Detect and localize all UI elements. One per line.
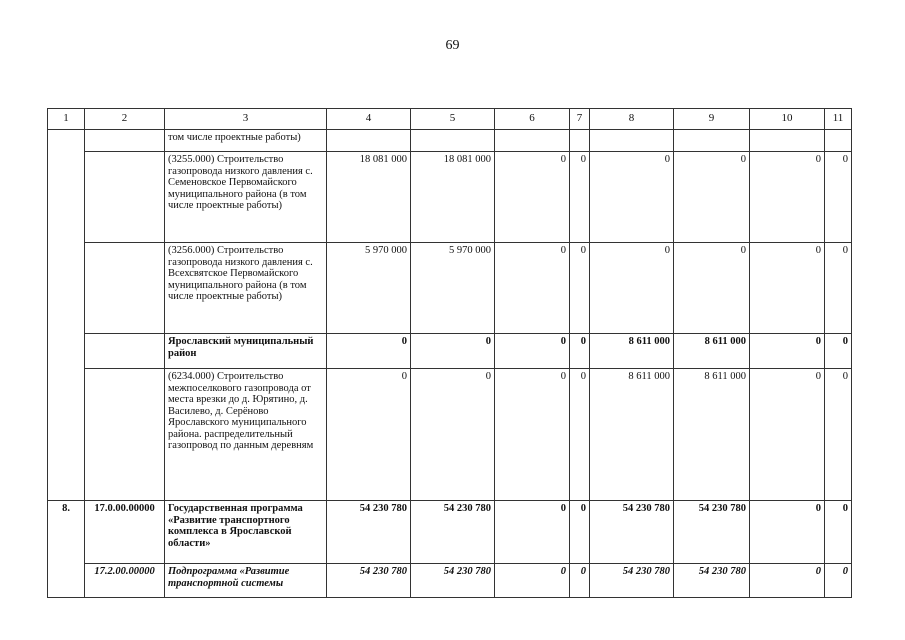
cell-value: 0 — [327, 334, 411, 369]
cell-value: 0 — [674, 243, 750, 334]
cell-value: 54 230 780 — [674, 564, 750, 598]
cell-value: 0 — [411, 369, 495, 501]
cell-value: 0 — [570, 564, 590, 598]
cell-value — [411, 130, 495, 152]
cell-value: 0 — [495, 501, 570, 564]
cell-code — [85, 369, 165, 501]
cell-value: 0 — [570, 369, 590, 501]
cell-value: 54 230 780 — [411, 564, 495, 598]
cell-value: 0 — [495, 564, 570, 598]
cell-value: 0 — [570, 501, 590, 564]
cell-value: 0 — [750, 243, 825, 334]
cell-value: 18 081 000 — [411, 152, 495, 243]
cell-value: 0 — [825, 243, 852, 334]
cell-value: 0 — [590, 243, 674, 334]
column-header: 5 — [411, 109, 495, 130]
cell-name: Ярославский муниципальный район — [165, 334, 327, 369]
cell-value: 0 — [411, 334, 495, 369]
cell-code — [85, 152, 165, 243]
cell-code: 17.2.00.00000 — [85, 564, 165, 598]
table-header-row — [48, 109, 852, 130]
page-number: 69 — [445, 38, 460, 53]
cell-value: 0 — [825, 501, 852, 564]
cell-number — [48, 369, 85, 501]
cell-value — [570, 130, 590, 152]
cell-value: 8 611 000 — [590, 334, 674, 369]
cell-value — [674, 130, 750, 152]
cell-value: 54 230 780 — [411, 501, 495, 564]
cell-value — [327, 130, 411, 152]
cell-value: 54 230 780 — [327, 501, 411, 564]
cell-name: Государственная программа «Развитие транспортного комплекса в Ярославской области» — [165, 501, 327, 564]
cell-value: 0 — [495, 334, 570, 369]
column-header: 11 — [825, 109, 852, 130]
cell-value: 0 — [674, 152, 750, 243]
column-header: 6 — [495, 109, 570, 130]
cell-code — [85, 243, 165, 334]
cell-value: 0 — [570, 334, 590, 369]
cell-value: 54 230 780 — [327, 564, 411, 598]
table-row — [48, 130, 852, 152]
cell-value: 0 — [750, 501, 825, 564]
cell-value: 0 — [495, 152, 570, 243]
cell-value: 0 — [825, 564, 852, 598]
cell-name: Подпрограмма «Развитие транспортной системы — [165, 564, 327, 598]
table-row — [48, 243, 852, 334]
column-header: 10 — [750, 109, 825, 130]
cell-name: (3255.000) Строительство газопровода низкого давления с. Семеновское Первомайского муниципального района (в том числе проектные работы) — [165, 152, 327, 243]
column-header: 7 — [570, 109, 590, 130]
cell-value: 8 611 000 — [590, 369, 674, 501]
cell-number — [48, 334, 85, 369]
cell-value: 54 230 780 — [590, 501, 674, 564]
cell-value: 0 — [825, 152, 852, 243]
table-row — [48, 564, 852, 598]
cell-value — [825, 130, 852, 152]
cell-value: 0 — [590, 152, 674, 243]
cell-value: 8 611 000 — [674, 334, 750, 369]
cell-value: 0 — [495, 243, 570, 334]
cell-value: 0 — [750, 564, 825, 598]
table-row — [48, 152, 852, 243]
cell-value: 5 970 000 — [411, 243, 495, 334]
column-header: 8 — [590, 109, 674, 130]
column-header: 4 — [327, 109, 411, 130]
cell-value: 0 — [570, 243, 590, 334]
budget-table — [47, 108, 852, 598]
table-row — [48, 334, 852, 369]
cell-value: 18 081 000 — [327, 152, 411, 243]
column-header: 9 — [674, 109, 750, 130]
cell-value: 54 230 780 — [590, 564, 674, 598]
cell-number — [48, 564, 85, 598]
cell-value: 0 — [750, 152, 825, 243]
table-row — [48, 369, 852, 501]
cell-value — [495, 130, 570, 152]
cell-number — [48, 243, 85, 334]
cell-value: 0 — [825, 334, 852, 369]
cell-number: 8. — [48, 501, 85, 564]
cell-value: 0 — [570, 152, 590, 243]
table-row — [48, 501, 852, 564]
cell-value: 0 — [495, 369, 570, 501]
column-header: 2 — [85, 109, 165, 130]
cell-value: 5 970 000 — [327, 243, 411, 334]
cell-name: том числе проектные работы) — [165, 130, 327, 152]
cell-code — [85, 130, 165, 152]
cell-value: 0 — [750, 369, 825, 501]
cell-value: 0 — [750, 334, 825, 369]
cell-number — [48, 130, 85, 152]
cell-value — [590, 130, 674, 152]
cell-code: 17.0.00.00000 — [85, 501, 165, 564]
cell-name: (3256.000) Строительство газопровода низкого давления с. Всехсвятское Первомайского муниципального района (в том числе проектные работы) — [165, 243, 327, 334]
cell-value: 8 611 000 — [674, 369, 750, 501]
column-header: 1 — [48, 109, 85, 130]
cell-value: 0 — [825, 369, 852, 501]
column-header: 3 — [165, 109, 327, 130]
cell-value — [750, 130, 825, 152]
cell-value: 54 230 780 — [674, 501, 750, 564]
cell-value: 0 — [327, 369, 411, 501]
cell-number — [48, 152, 85, 243]
cell-name: (6234.000) Строительство межпоселкового газопровода от места врезки до д. Юрятино, д. Василево, д. Серёново Ярославского муниципального района. распределительный газопровод по данным деревням — [165, 369, 327, 501]
cell-code — [85, 334, 165, 369]
